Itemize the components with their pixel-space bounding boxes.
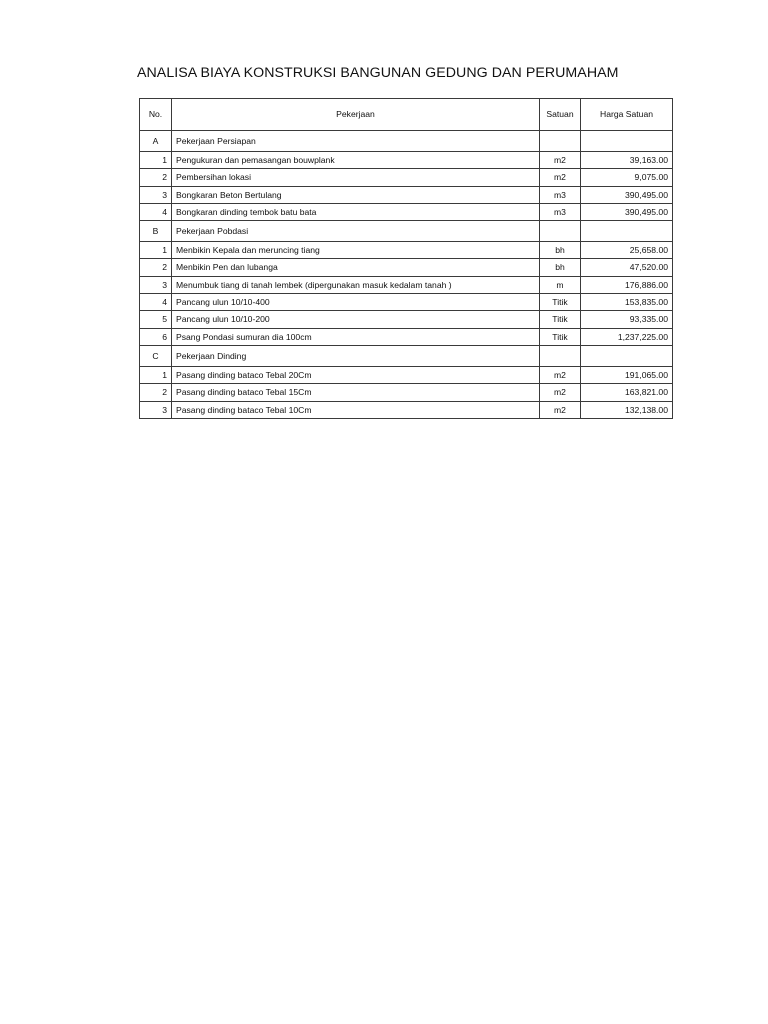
item-unit: m [540, 276, 581, 293]
item-description: Bongkaran dinding tembok batu bata [172, 203, 540, 220]
item-unit: m2 [540, 152, 581, 169]
section-row [140, 345, 673, 366]
item-price: 390,495.00 [581, 203, 673, 220]
item-number: 4 [140, 203, 172, 220]
item-unit: m2 [540, 384, 581, 401]
header-pekerjaan: Pekerjaan [172, 99, 540, 131]
item-unit: Titik [540, 294, 581, 311]
section-price-empty [581, 221, 673, 242]
price-table [139, 98, 673, 419]
item-unit: m2 [540, 169, 581, 186]
item-description: Psang Pondasi sumuran dia 100cm [172, 328, 540, 345]
item-number: 6 [140, 328, 172, 345]
section-name: Pekerjaan Pobdasi [172, 221, 540, 242]
item-price: 176,886.00 [581, 276, 673, 293]
table-row [140, 384, 673, 401]
item-number: 3 [140, 276, 172, 293]
table-row [140, 242, 673, 259]
item-description: Pembersihan lokasi [172, 169, 540, 186]
section-code: C [140, 345, 172, 366]
header-harga-satuan: Harga Satuan [581, 99, 673, 131]
section-code: A [140, 131, 172, 152]
table-row [140, 203, 673, 220]
table-row [140, 186, 673, 203]
item-description: Pasang dinding bataco Tebal 20Cm [172, 366, 540, 383]
item-number: 3 [140, 186, 172, 203]
header-no: No. [140, 99, 172, 131]
item-number: 1 [140, 152, 172, 169]
item-description: Menumbuk tiang di tanah lembek (dipergunakan masuk kedalam tanah ) [172, 276, 540, 293]
section-unit-empty [540, 221, 581, 242]
item-number: 2 [140, 384, 172, 401]
item-number: 2 [140, 169, 172, 186]
table-row [140, 259, 673, 276]
table-header-row [140, 99, 673, 131]
section-price-empty [581, 131, 673, 152]
item-unit: m3 [540, 203, 581, 220]
item-number: 5 [140, 311, 172, 328]
table-row [140, 401, 673, 418]
item-description: Pasang dinding bataco Tebal 10Cm [172, 401, 540, 418]
item-description: Pengukuran dan pemasangan bouwplank [172, 152, 540, 169]
item-description: Pancang ulun 10/10-400 [172, 294, 540, 311]
table-row [140, 294, 673, 311]
table-row [140, 311, 673, 328]
item-price: 191,065.00 [581, 366, 673, 383]
item-description: Pasang dinding bataco Tebal 15Cm [172, 384, 540, 401]
item-number: 4 [140, 294, 172, 311]
item-price: 1,237,225.00 [581, 328, 673, 345]
item-number: 2 [140, 259, 172, 276]
table-body [140, 131, 673, 419]
header-satuan: Satuan [540, 99, 581, 131]
item-price: 9,075.00 [581, 169, 673, 186]
item-unit: m2 [540, 401, 581, 418]
item-price: 93,335.00 [581, 311, 673, 328]
item-price: 163,821.00 [581, 384, 673, 401]
item-unit: bh [540, 259, 581, 276]
item-price: 39,163.00 [581, 152, 673, 169]
item-description: Bongkaran Beton Bertulang [172, 186, 540, 203]
section-row [140, 131, 673, 152]
item-description: Menbikin Kepala dan meruncing tiang [172, 242, 540, 259]
item-unit: Titik [540, 328, 581, 345]
table-row [140, 276, 673, 293]
section-row [140, 221, 673, 242]
item-description: Pancang ulun 10/10-200 [172, 311, 540, 328]
section-name: Pekerjaan Persiapan [172, 131, 540, 152]
item-unit: m3 [540, 186, 581, 203]
item-number: 3 [140, 401, 172, 418]
page-title: ANALISA BIAYA KONSTRUKSI BANGUNAN GEDUNG DAN PERUMAHAM [137, 65, 619, 81]
item-price: 132,138.00 [581, 401, 673, 418]
section-unit-empty [540, 131, 581, 152]
section-code: B [140, 221, 172, 242]
table-row [140, 169, 673, 186]
item-price: 47,520.00 [581, 259, 673, 276]
item-price: 153,835.00 [581, 294, 673, 311]
section-unit-empty [540, 345, 581, 366]
section-price-empty [581, 345, 673, 366]
item-unit: bh [540, 242, 581, 259]
item-description: Menbikin Pen dan lubanga [172, 259, 540, 276]
item-unit: Titik [540, 311, 581, 328]
section-name: Pekerjaan Dinding [172, 345, 540, 366]
item-number: 1 [140, 242, 172, 259]
item-number: 1 [140, 366, 172, 383]
table-row [140, 152, 673, 169]
item-price: 390,495.00 [581, 186, 673, 203]
table-row [140, 366, 673, 383]
item-unit: m2 [540, 366, 581, 383]
item-price: 25,658.00 [581, 242, 673, 259]
table-row [140, 328, 673, 345]
